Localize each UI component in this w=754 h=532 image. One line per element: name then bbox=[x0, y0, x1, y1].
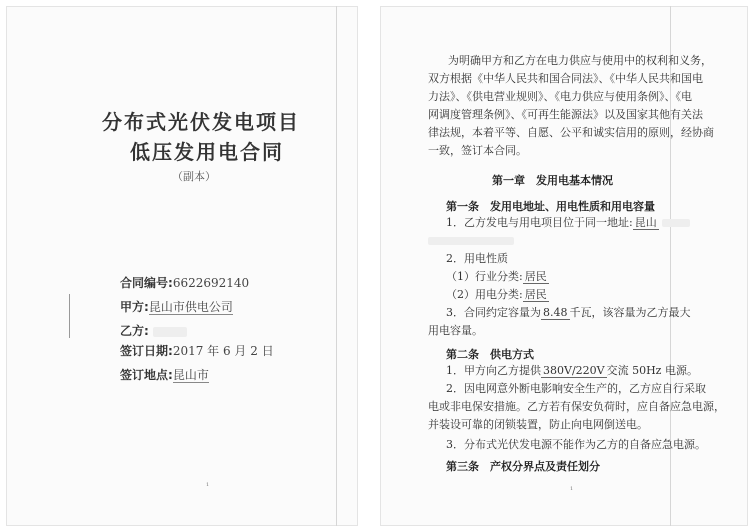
capacity-continuation: 用电容量。 bbox=[428, 324, 483, 337]
margin-mark bbox=[69, 294, 70, 338]
capacity-value: 8.48 bbox=[543, 306, 568, 319]
capacity-suffix: 千瓦，该容量为乙方最大 bbox=[569, 306, 691, 319]
capacity-prefix: 3．合同约定容量为 bbox=[446, 306, 541, 319]
intro-line: 律法规，本着平等、自愿、公平和诚实信用的原则，经协商 bbox=[428, 126, 714, 139]
contract-number-label: 合同编号: bbox=[120, 276, 173, 290]
address-redacted bbox=[662, 219, 690, 227]
industry-label: （1）行业分类: bbox=[446, 270, 523, 283]
industry-classification bbox=[446, 270, 549, 284]
address-continuation bbox=[428, 234, 514, 248]
party-a-value: 昆山市供电公司 bbox=[148, 300, 233, 314]
usage-value: 居民 bbox=[524, 288, 547, 301]
intro-line: 一致，签订本合同。 bbox=[428, 144, 527, 157]
supply-suffix: 交流 50Hz 电源。 bbox=[606, 364, 698, 377]
contract-body-page bbox=[380, 6, 748, 526]
intro-line: 为明确甲方和乙方在电力供应与使用中的权利和义务， bbox=[448, 54, 712, 67]
page-number: 1 bbox=[570, 486, 574, 492]
article1-item3 bbox=[446, 306, 691, 320]
address-value: 昆山 bbox=[634, 216, 657, 229]
article2-item2-line: 电或非电保安措施。乙方若有保安负荷时，应自备应急电源， bbox=[428, 400, 725, 413]
article2-item2-line: 并装设可靠的闭锁装置，防止向电网倒送电。 bbox=[428, 418, 648, 431]
article-heading: 第二条 供电方式 bbox=[446, 348, 534, 361]
supply-voltage: 380V/220V bbox=[543, 364, 605, 377]
usage-classification bbox=[446, 288, 549, 302]
article1-item2: 2．用电性质 bbox=[446, 252, 508, 265]
article1-item1 bbox=[446, 216, 690, 230]
intro-line: 力法》、《供电营业规则》、《电力供应与使用条例》、《电 bbox=[428, 90, 692, 103]
sign-date-row bbox=[120, 342, 274, 359]
contract-number-value: 6622692140 bbox=[172, 276, 250, 290]
party-b-row bbox=[120, 322, 187, 339]
article-heading: 第一条 发用电地址、用电性质和用电容量 bbox=[446, 200, 655, 213]
industry-value: 居民 bbox=[524, 270, 547, 283]
article2-item3: 3．分布式光伏发电源不能作为乙方的自备应急电源。 bbox=[446, 438, 706, 451]
sign-date-value: 2017 年 6 月 2 日 bbox=[172, 344, 274, 358]
party-b-redacted bbox=[153, 327, 187, 337]
intro-line: 双方根据《中华人民共和国合同法》、《中华人民共和国电 bbox=[428, 72, 703, 85]
article-heading: 第三条 产权分界点及责任划分 bbox=[446, 460, 600, 473]
sign-place-value: 昆山市 bbox=[172, 368, 209, 382]
document-title-line2: 低压发用电合同 bbox=[130, 140, 284, 164]
article2-item1 bbox=[446, 364, 698, 378]
page-number: 1 bbox=[206, 482, 210, 488]
sign-place-row bbox=[120, 366, 209, 383]
copy-label: （副本） bbox=[172, 170, 216, 183]
party-a-label: 甲方: bbox=[120, 300, 149, 314]
sign-date-label: 签订日期: bbox=[120, 344, 173, 358]
supply-prefix: 1．甲方向乙方提供 bbox=[446, 364, 541, 377]
page-fold-line bbox=[336, 6, 337, 526]
party-b-label: 乙方: bbox=[120, 324, 149, 338]
usage-label: （2）用电分类: bbox=[446, 288, 523, 301]
party-a-row bbox=[120, 298, 233, 315]
document-title-line1: 分布式光伏发电项目 bbox=[102, 110, 300, 134]
cover-page bbox=[6, 6, 358, 526]
sign-place-label: 签订地点: bbox=[120, 368, 173, 382]
chapter-heading: 第一章 发用电基本情况 bbox=[492, 174, 613, 187]
address-redacted bbox=[428, 237, 514, 245]
intro-line: 网调度管理条例》、《可再生能源法》以及国家其他有关法 bbox=[428, 108, 703, 121]
article2-item2-line: 2．因电网意外断电影响安全生产的，乙方应自行采取 bbox=[446, 382, 706, 395]
contract-number-row bbox=[120, 274, 249, 291]
address-label: 1．乙方发电与用电项目位于同一地址: bbox=[446, 216, 633, 229]
